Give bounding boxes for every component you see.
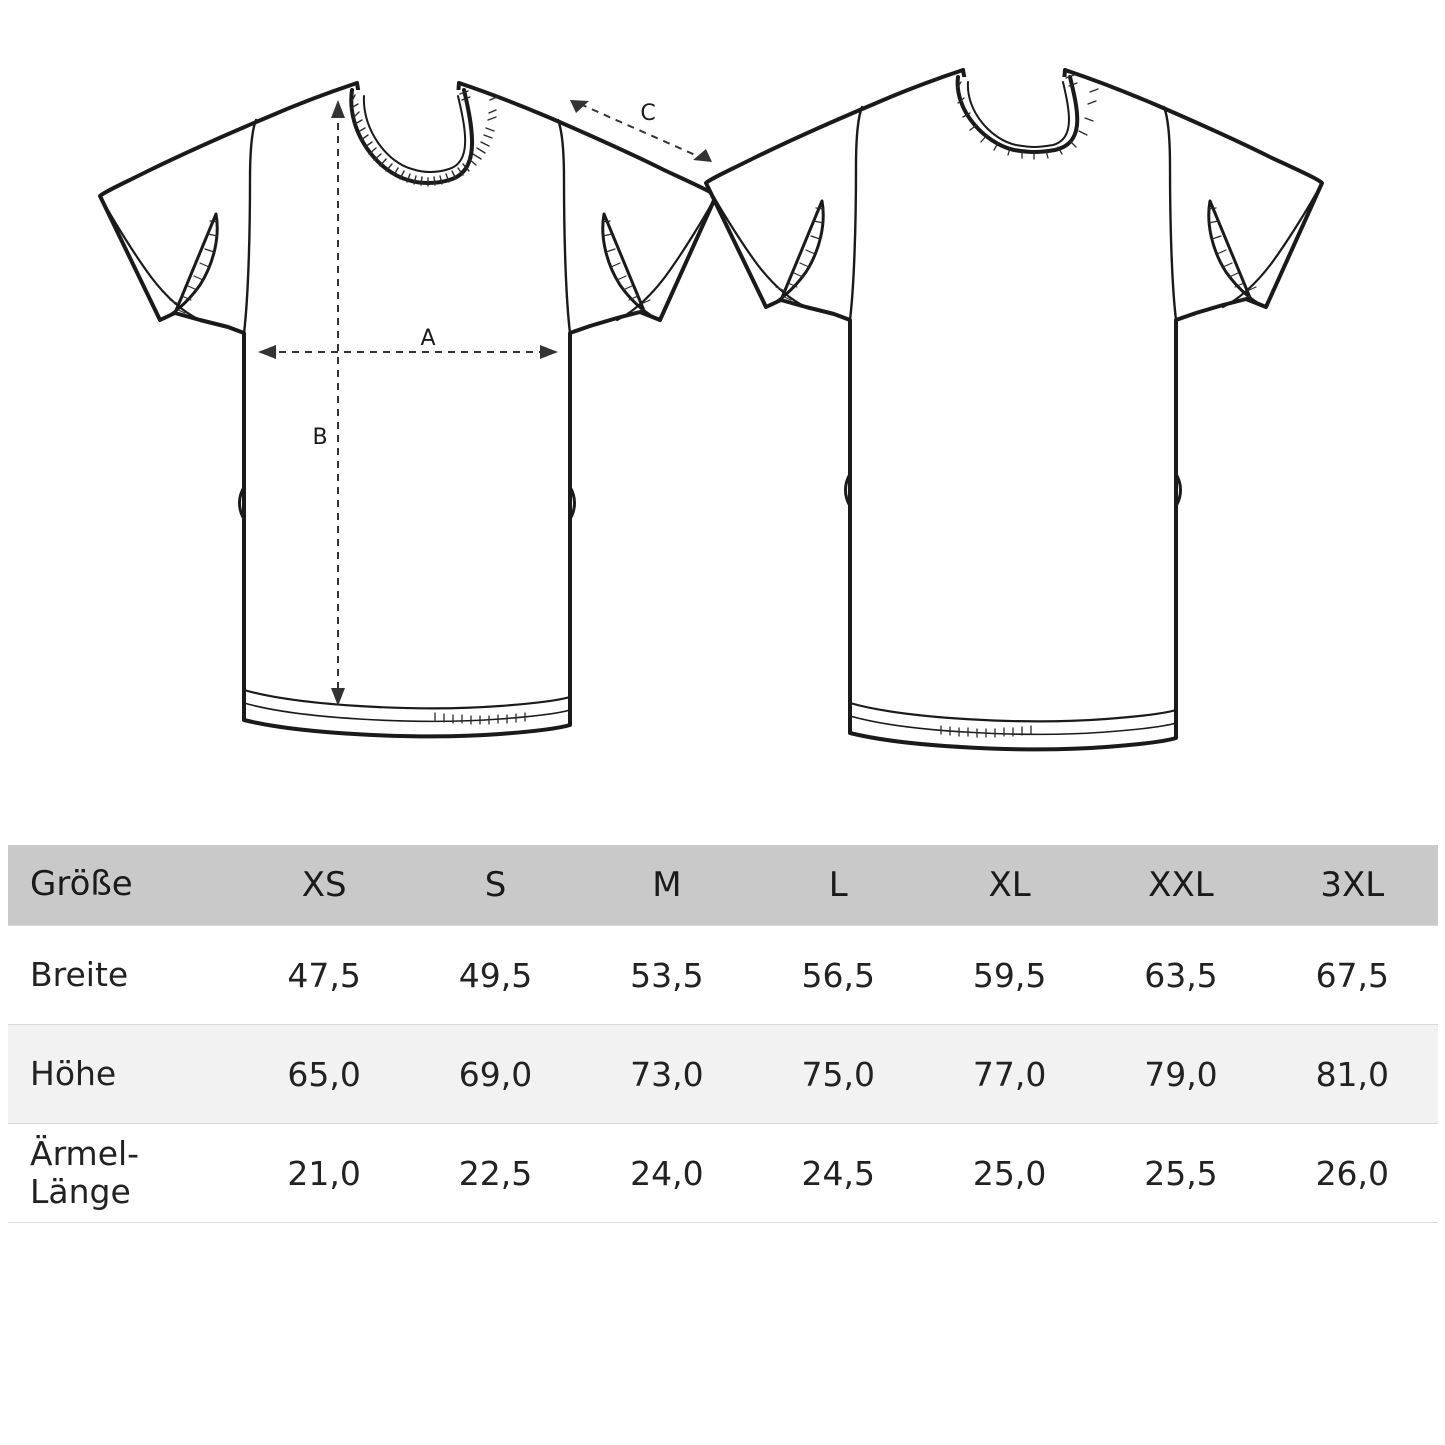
header-cell-3xl: 3XL bbox=[1320, 865, 1385, 905]
table-header-row bbox=[8, 845, 1438, 925]
header-cell-xl: XL bbox=[988, 865, 1031, 905]
cell-breite-s: 49,5 bbox=[458, 955, 533, 995]
cell-breite-xs: 47,5 bbox=[287, 955, 361, 995]
cell-breite-m: 53,5 bbox=[630, 955, 704, 995]
row-label-aermel-laenge bbox=[8, 1124, 238, 1222]
row-label-line1: Ärmel- bbox=[30, 1134, 140, 1174]
cell-aermel-xxl: 25,5 bbox=[1144, 1153, 1218, 1193]
measure-label-c: C bbox=[640, 101, 656, 126]
row-label-breite: Breite bbox=[30, 955, 129, 995]
cell-aermel-xl: 25,0 bbox=[972, 1153, 1047, 1193]
header-cell-s: S bbox=[484, 865, 507, 905]
cell-hoehe-s: 69,0 bbox=[458, 1054, 533, 1094]
tshirt-back-outline bbox=[706, 70, 1322, 749]
header-cell-m: M bbox=[652, 865, 682, 905]
cell-hoehe-l: 75,0 bbox=[801, 1054, 875, 1094]
cell-hoehe-xxl: 79,0 bbox=[1144, 1054, 1218, 1094]
cell-aermel-m: 24,0 bbox=[630, 1153, 704, 1193]
header-cell-xs: XS bbox=[301, 865, 347, 905]
header-cell-l: L bbox=[828, 865, 848, 905]
table-divider bbox=[8, 1222, 1438, 1223]
measure-label-b: B bbox=[312, 425, 328, 450]
header-cell-xxl: XXL bbox=[1148, 865, 1214, 905]
divider-line bbox=[8, 1222, 1438, 1223]
cell-hoehe-m: 73,0 bbox=[630, 1054, 704, 1094]
cell-breite-xxl: 63,5 bbox=[1144, 955, 1218, 995]
size-table bbox=[8, 845, 1438, 1223]
measure-label-a: A bbox=[420, 326, 436, 351]
row-label-line2: Länge bbox=[30, 1172, 131, 1211]
row-label-hoehe: Höhe bbox=[30, 1054, 117, 1094]
table-row bbox=[8, 926, 1438, 1024]
cell-breite-xl: 59,5 bbox=[972, 955, 1047, 995]
cell-aermel-l: 24,5 bbox=[801, 1153, 875, 1193]
cell-aermel-s: 22,5 bbox=[458, 1153, 533, 1193]
cell-aermel-3xl: 26,0 bbox=[1315, 1153, 1390, 1193]
cell-hoehe-3xl: 81,0 bbox=[1315, 1054, 1390, 1094]
cell-breite-3xl: 67,5 bbox=[1315, 955, 1390, 995]
cell-hoehe-xl: 77,0 bbox=[972, 1054, 1047, 1094]
table-row bbox=[8, 1124, 1438, 1222]
cell-aermel-xs: 21,0 bbox=[287, 1153, 361, 1193]
cell-breite-l: 56,5 bbox=[801, 955, 875, 995]
cell-hoehe-xs: 65,0 bbox=[287, 1054, 361, 1094]
header-cell-size: Größe bbox=[30, 864, 133, 905]
table-row bbox=[8, 1025, 1438, 1123]
